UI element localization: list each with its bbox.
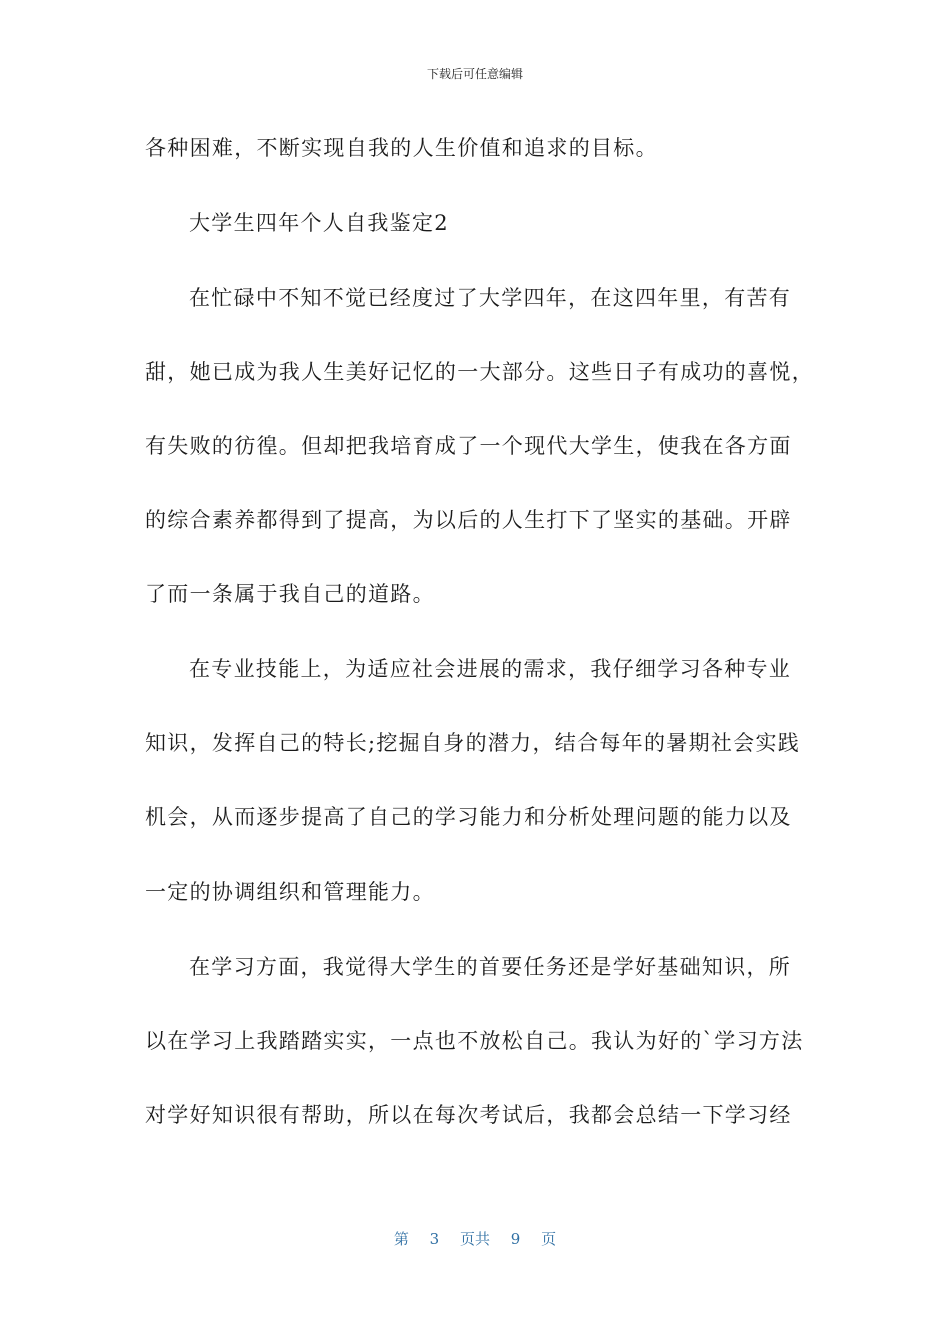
- body-line: 在专业技能上，为适应社会进展的需求，我仔细学习各种专业: [189, 657, 792, 681]
- body-line: 知识，发挥自己的特长;挖掘自身的潜力，结合每年的暑期社会实践: [145, 731, 801, 755]
- body-line: 有失败的彷徨。但却把我培育成了一个现代大学生，使我在各方面: [145, 434, 792, 458]
- page-footer: [0, 1228, 950, 1250]
- body-line: 在忙碌中不知不觉已经度过了大学四年，在这四年里，有苦有: [189, 286, 792, 310]
- body-line: 以在学习上我踏踏实实，一点也不放松自己。我认为好的`学习方法: [145, 1029, 804, 1053]
- total-pages-number: 9: [510, 1230, 521, 1248]
- footer-prefix: 第: [393, 1230, 409, 1248]
- body-line: 的综合素养都得到了提高，为以后的人生打下了坚实的基础。开辟: [145, 508, 792, 532]
- section-heading: 大学生四年个人自我鉴定2: [189, 211, 449, 235]
- body-line: 了而一条属于我自己的道路。: [145, 582, 435, 606]
- footer-middle: 页共: [459, 1230, 490, 1248]
- footer-suffix: 页: [541, 1230, 557, 1248]
- body-line: 对学好知识很有帮助，所以在每次考试后，我都会总结一下学习经: [145, 1103, 792, 1127]
- body-line: 机会，从而逐步提高了自己的学习能力和分析处理问题的能力以及: [145, 805, 792, 829]
- body-line: 在学习方面，我觉得大学生的首要任务还是学好基础知识，所: [189, 955, 792, 979]
- body-line: 甜，她已成为我人生美好记忆的一大部分。这些日子有成功的喜悦，: [145, 360, 814, 384]
- current-page-number: 3: [429, 1230, 440, 1248]
- page-header: 下载后可任意编辑: [426, 67, 523, 81]
- body-line: 各种困难，不断实现自我的人生价值和追求的目标。: [145, 136, 658, 160]
- body-line: 一定的协调组织和管理能力。: [145, 880, 435, 904]
